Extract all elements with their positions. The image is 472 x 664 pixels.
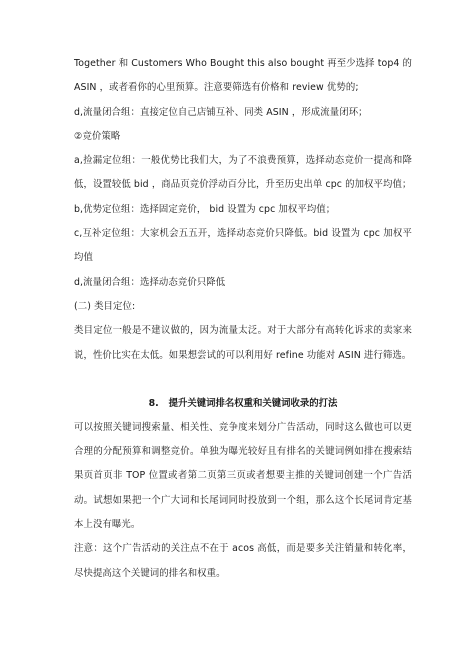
section-number: 8. bbox=[148, 397, 159, 409]
paragraph-traffic-closure-group: d,流量闭合组：直接定位自己店铺互补、同类 ASIN ，形成流量闭环； bbox=[74, 106, 368, 118]
section-heading bbox=[74, 392, 412, 416]
paragraph-complement-targeting: c,互补定位组：大家机会五五开，选择动态竞价只降低。bid 设置为 cpc 加权平均值 bbox=[74, 228, 412, 264]
paragraph-advantage-targeting: b,优势定位组：选择固定竞价， bid 设置为 cpc 加权平均值； bbox=[74, 203, 336, 215]
paragraph-bidding-strategy: ②竞价策略 bbox=[74, 130, 121, 142]
paragraph-keyword-campaign: 可以按照关键词搜索量、相关性、竞争度来划分广告活动，同时这么做也可以更合理的分配预算和调整竞价。单独为曝光较好且有排名的关键词例如排在搜索结果页首页非 TOP 位置或者第二页第三页或者想要主推的关键词创建一个广告活动。试想如果把一个广大词和长尾词同时投放到一个组，那么这个长尾词肯定基本上没有曝光。 bbox=[74, 421, 412, 531]
paragraph-pickup-targeting: a,捡漏定位组：一般优势比我们大，为了不浪费预算，选择动态竞价一提高和降低，设置较低 bid ，商品页竞价浮动百分比，升至历史出单 cpc 的加权平均值； bbox=[74, 155, 412, 191]
paragraph-category-targeting: 类目定位一般是不建议做的，因为流量太泛。对于大部分有高转化诉求的卖家来说，性价比实在太低。如果想尝试的可以利用好 refine 功能对 ASIN 进行筛选。 bbox=[74, 325, 412, 361]
paragraph-category-targeting-heading: (二) 类目定位: bbox=[74, 300, 136, 312]
spacer bbox=[74, 368, 412, 392]
paragraph-together-asin: Together 和 Customers Who Bought this also bought 再至少选择 top4 的 ASIN ，或者看你的心里预算。注意要筛选有价格和 review 优势的; bbox=[74, 58, 412, 94]
paragraph-note: 注意：这个广告活动的关注点不在于 acos 高低，而是要多关注销量和转化率，尽快提高这个关键词的排名和权重。 bbox=[74, 543, 412, 579]
paragraph-closure-bidding: d,流量闭合组：选择动态竞价只降低 bbox=[74, 276, 226, 288]
section-title: 提升关键词排名权重和关键词收录的打法 bbox=[168, 397, 338, 409]
